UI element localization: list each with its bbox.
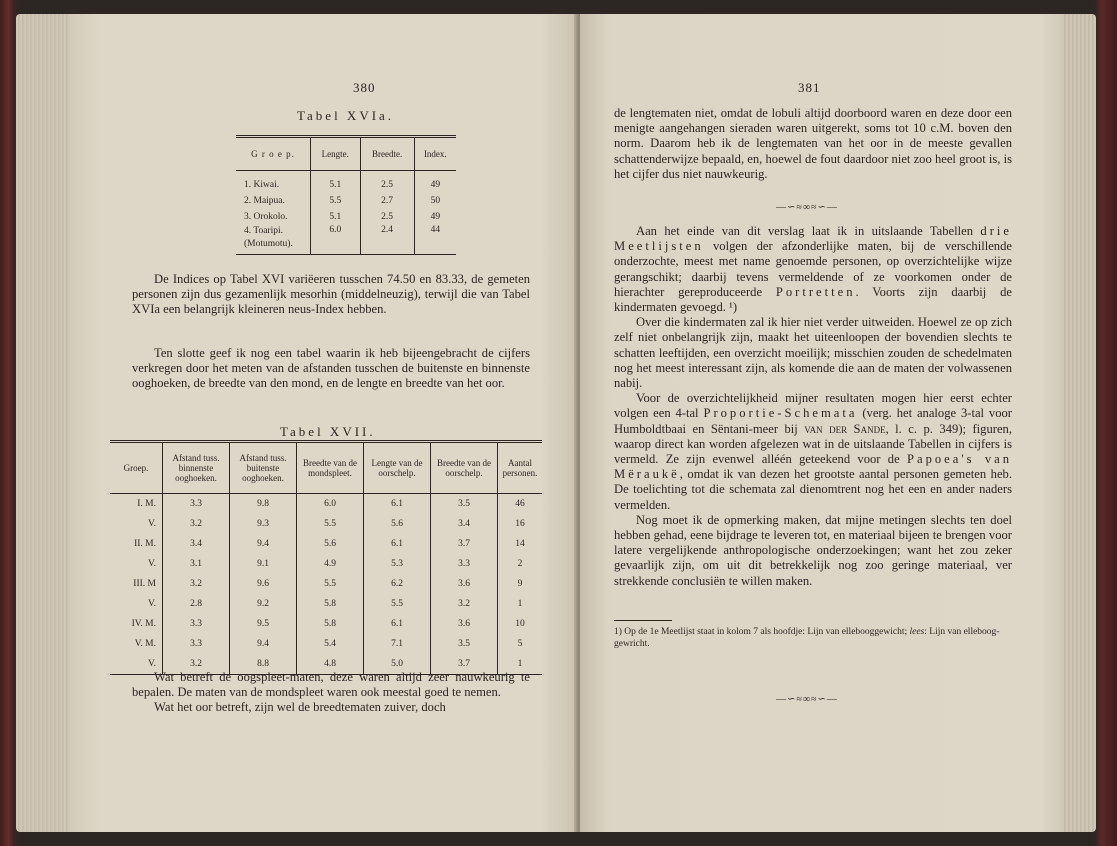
- table-cell: 5.6: [364, 514, 431, 534]
- table-row: [236, 225, 456, 255]
- page-edges-left: [16, 14, 76, 832]
- table-header: Afstand tuss. buitenste ooghoeken.: [230, 442, 297, 494]
- text-run: : Lijn van ellebooggewricht.: [614, 627, 1000, 649]
- paragraph: Wat het oor betreft, zijn wel de breedtematen zuiver, doch: [154, 700, 446, 715]
- paragraph: Nog moet ik de opmerking maken, dat mijne metingen slechts ten doel hebben gehad, eene bijdrage te leveren tot, en materiaal bijeen te brengen voor latere vergelijkende anthropologische onderzoekingen; want het zou zeker gevaarlijk zijn, om uit dit betrekkelijk nog zoo geringe materiaal, ver strekkende conclusiën te willen maken.: [614, 512, 1012, 588]
- table-row: [236, 209, 456, 225]
- paragraph: Over die kindermaten zal ik hier niet verder uitweiden. Hoewel ze op zich zelf niet onbelangrijk zijn, maakt het uiteenloopen der bovendien slechts te schatten leeftijden, een overzicht moeilijk; misschien zouden de schedelmaten nog het meest interessant zijn, als komende die aan de maten der volwassenen nabij.: [614, 315, 1012, 391]
- table-cell: 4.8: [297, 654, 364, 675]
- table-xvia: [236, 135, 456, 255]
- table-row: [110, 594, 542, 614]
- table-cell: 2.5: [360, 171, 414, 194]
- table-row: [110, 574, 542, 594]
- table-cell: 3.6: [431, 574, 498, 594]
- table-cell: 9.1: [230, 554, 297, 574]
- text-run: Aan het einde van dit verslag laat ik in uitslaande Tabellen: [636, 224, 974, 238]
- footnote-rule: [614, 620, 672, 621]
- table-row: [236, 171, 456, 194]
- ornament-divider: —∽≈∞≈∽—: [776, 202, 838, 213]
- table-row: [110, 534, 542, 554]
- table-cell: 5.5: [297, 514, 364, 534]
- table-cell: 46: [498, 494, 543, 515]
- table-cell: 3.4: [431, 514, 498, 534]
- table-cell: V.: [147, 559, 156, 569]
- spaced-text: Portretten: [775, 284, 856, 299]
- text-run: 1) Op de 1e Meetlijst staat in kolom 7 als hoofdje: Lijn van ellebooggewicht;: [614, 627, 908, 637]
- table-cell: 3.7: [431, 654, 498, 675]
- table-cell: 5.5: [311, 193, 361, 209]
- table-cell: 49: [414, 171, 456, 194]
- table-cell: 3.3: [163, 614, 230, 634]
- table-cell: 14: [498, 534, 543, 554]
- table-cell: 3.3: [163, 634, 230, 654]
- table-cell: 5.4: [297, 634, 364, 654]
- paragraph: [614, 224, 1012, 315]
- table-row: [110, 634, 542, 654]
- table-cell: 2. Maipua.: [244, 196, 285, 206]
- table-cell: 9.8: [230, 494, 297, 515]
- table-cell: 2.5: [360, 209, 414, 225]
- table-cell: 2.8: [163, 594, 230, 614]
- table-cell: 6.1: [364, 534, 431, 554]
- table-cell: 50: [414, 193, 456, 209]
- paragraph: de lengtematen niet, omdat de lobuli altijd doorboord waren en deze door een menigte aangehangen sieraden waren uitgerekt, soms tot 10 c.M. boven den norm. Daarom heb ik de lengtematen van het oor in de meeste gevallen schattenderwijze bepaald, en, hoewel de fout daardoor niet zoo heel groot is, is het cijfer dus niet nauwkeurig.: [614, 106, 1012, 181]
- table-cell: 5.5: [364, 594, 431, 614]
- table-cell: 16: [498, 514, 543, 534]
- table-cell: 5.0: [364, 654, 431, 675]
- table-cell: 6.0: [311, 225, 361, 255]
- table-cell: 7.1: [364, 634, 431, 654]
- table-cell: 2.7: [360, 193, 414, 209]
- table-cell: 49: [414, 209, 456, 225]
- text-run: . Voorts zijn daarbij de kindermaten gevoegd. ¹): [614, 284, 1012, 315]
- small-caps-text: van der Sande: [804, 421, 886, 436]
- paragraph-lengtematen: [614, 106, 1012, 182]
- table-cell: 3.3: [431, 554, 498, 574]
- table-cell: 9.6: [230, 574, 297, 594]
- table-cell: V.: [147, 519, 156, 529]
- table-cell: 5.8: [297, 594, 364, 614]
- table-cell: 3.5: [431, 494, 498, 515]
- table-header-row: [110, 442, 542, 494]
- table-cell: 10: [498, 614, 543, 634]
- text-run: (verg. het analoge 3-tal voor Humboldtbaai en Sëntani-meer bij: [614, 406, 1012, 436]
- paragraph-indices: [132, 272, 530, 318]
- table-cell: IV. M.: [131, 619, 156, 629]
- table-header: Index.: [414, 137, 456, 171]
- table-header: Lengte.: [311, 137, 361, 171]
- table-cell: II. M.: [134, 539, 156, 549]
- table-cell: III. M: [133, 579, 156, 589]
- table-cell: 5.6: [297, 534, 364, 554]
- table-cell: 1: [498, 654, 543, 675]
- table-cell: 3.7: [431, 534, 498, 554]
- table-row: [110, 554, 542, 574]
- table-cell: 6.2: [364, 574, 431, 594]
- text-run: volgen der afzonderlijke maten, bij de verschillende onderzochte, meest met name genoemde personen, op overzichtelijke wijze gerangschikt; daarbij tevens vermeldende of ze voorkomen onder de hierachter gereproduceerde: [614, 239, 1012, 299]
- table-cell: 5: [498, 634, 543, 654]
- table-cell: V.: [147, 659, 156, 669]
- right-page: [580, 14, 1064, 832]
- table-cell: 3.4: [163, 534, 230, 554]
- table-cell: 5.8: [297, 614, 364, 634]
- table-cell: 1. Kiwai.: [244, 180, 280, 190]
- table-cell: 6.1: [364, 494, 431, 515]
- table-xvii: [110, 440, 542, 675]
- table-cell: 2.4: [360, 225, 414, 255]
- table-header: Groep.: [110, 442, 163, 494]
- table-cell: 9.4: [230, 634, 297, 654]
- table-cell: V.: [147, 599, 156, 609]
- table-header: Afstand tuss. binnenste ooghoeken.: [163, 442, 230, 494]
- italic-text: lees: [909, 627, 925, 637]
- table-header: Aantal personen.: [498, 442, 543, 494]
- paragraph: De Indices op Tabel XVI variëeren tusschen 74.50 en 83.33, de gemeten personen zijn dus gezamenlijk mesorhin (middelneuzig), terwijl die van Tabel XVIa een belangrijk kleineren neus-Index hebben.: [132, 272, 530, 317]
- table-cell: 9.2: [230, 594, 297, 614]
- table-cell: 4. Toaripi. (Motumotu).: [244, 226, 293, 249]
- table-header: Breedte van de oorschelp.: [431, 442, 498, 494]
- table-cell: 8.8: [230, 654, 297, 675]
- table-header: Lengte van de oorschelp.: [364, 442, 431, 494]
- table-cell: 5.1: [311, 171, 361, 194]
- table-cell: 3.2: [163, 654, 230, 675]
- table-cell: 3.2: [163, 574, 230, 594]
- spaced-text: Proportie-Schemata: [703, 406, 858, 421]
- left-page: [70, 14, 578, 832]
- table-cell: 6.0: [297, 494, 364, 515]
- table-header: Breedte van de mondspleet.: [297, 442, 364, 494]
- paragraph: Ten slotte geef ik nog een tabel waarin ik heb bijeengebracht de cijfers verkregen door het meten van de afstanden tusschen de buitenste en binnenste ooghoeken, de breedte van den mond, en de lengte en breedte van het oor.: [132, 346, 530, 391]
- paragraph: Wat betreft de oogspleet-maten, deze waren altijd zeer nauwkeurig te bepalen. De maten van de mondspleet waren ook meestal goed te nemen.: [132, 670, 530, 700]
- text-run: , omdat ik van dezen het grootste aantal personen gemeten heb. De toelichting tot die schemata zal dienomtrent nog het een en ander naders vermelden.: [614, 467, 1012, 512]
- table-title: Tabel XVIa.: [297, 108, 395, 123]
- table-title: Tabel XVII.: [280, 424, 376, 439]
- table-row: [110, 614, 542, 634]
- table-cell: 5.5: [297, 574, 364, 594]
- page-edges-right: [1062, 14, 1096, 832]
- ornament-divider: —∽≈∞≈∽—: [776, 694, 838, 705]
- spaced-text: drie Meetlijsten: [614, 224, 1012, 254]
- table-cell: 3.5: [431, 634, 498, 654]
- text-run: , l. c. p. 349); figuren, waarop direct kan worden afgelezen wat in de uitslaande Tabellen in cijfers is vermeld. Ze zijn evenwel alléén geteekend voor de: [614, 421, 1012, 467]
- table-cell: 9.5: [230, 614, 297, 634]
- page-number: 380: [353, 80, 376, 95]
- table-cell: V. M.: [134, 639, 156, 649]
- table-cell: 4.9: [297, 554, 364, 574]
- table-header: G r o e p.: [236, 137, 311, 171]
- table-row: [110, 494, 542, 515]
- table-cell: 9: [498, 574, 543, 594]
- table-header: Breedte.: [360, 137, 414, 171]
- table-cell: I. M.: [137, 499, 156, 509]
- text-run: Voor de overzichtelijkheid mijner resultaten mogen hier eerst echter volgen een 4-tal: [614, 391, 1012, 421]
- page-number: 381: [798, 80, 821, 95]
- table-cell: 3.1: [163, 554, 230, 574]
- table-cell: 9.3: [230, 514, 297, 534]
- table-cell: 5.3: [364, 554, 431, 574]
- table-cell: 3.2: [431, 594, 498, 614]
- footnote: [614, 626, 1024, 650]
- paragraph: [614, 391, 1012, 513]
- table-body: [110, 494, 542, 675]
- table-row: [110, 514, 542, 534]
- table-cell: 44: [414, 225, 456, 255]
- table-cell: 9.4: [230, 534, 297, 554]
- table-cell: 1: [498, 594, 543, 614]
- table-cell: 2: [498, 554, 543, 574]
- table-cell: 5.1: [311, 209, 361, 225]
- paragraph-oogspleet: [132, 670, 530, 716]
- table-cell: 3.2: [163, 514, 230, 534]
- spaced-text: Papoea's van Mëraukë: [614, 452, 1012, 482]
- table-cell: 6.1: [364, 614, 431, 634]
- table-cell: 3.6: [431, 614, 498, 634]
- table-cell: 3.3: [163, 494, 230, 515]
- paragraph-ten-slotte: [132, 346, 530, 392]
- table-row: [236, 193, 456, 209]
- paragraph-tabellen: [614, 224, 1012, 589]
- table-cell: 3. Orokolo.: [244, 212, 288, 222]
- table-header-row: [236, 137, 456, 171]
